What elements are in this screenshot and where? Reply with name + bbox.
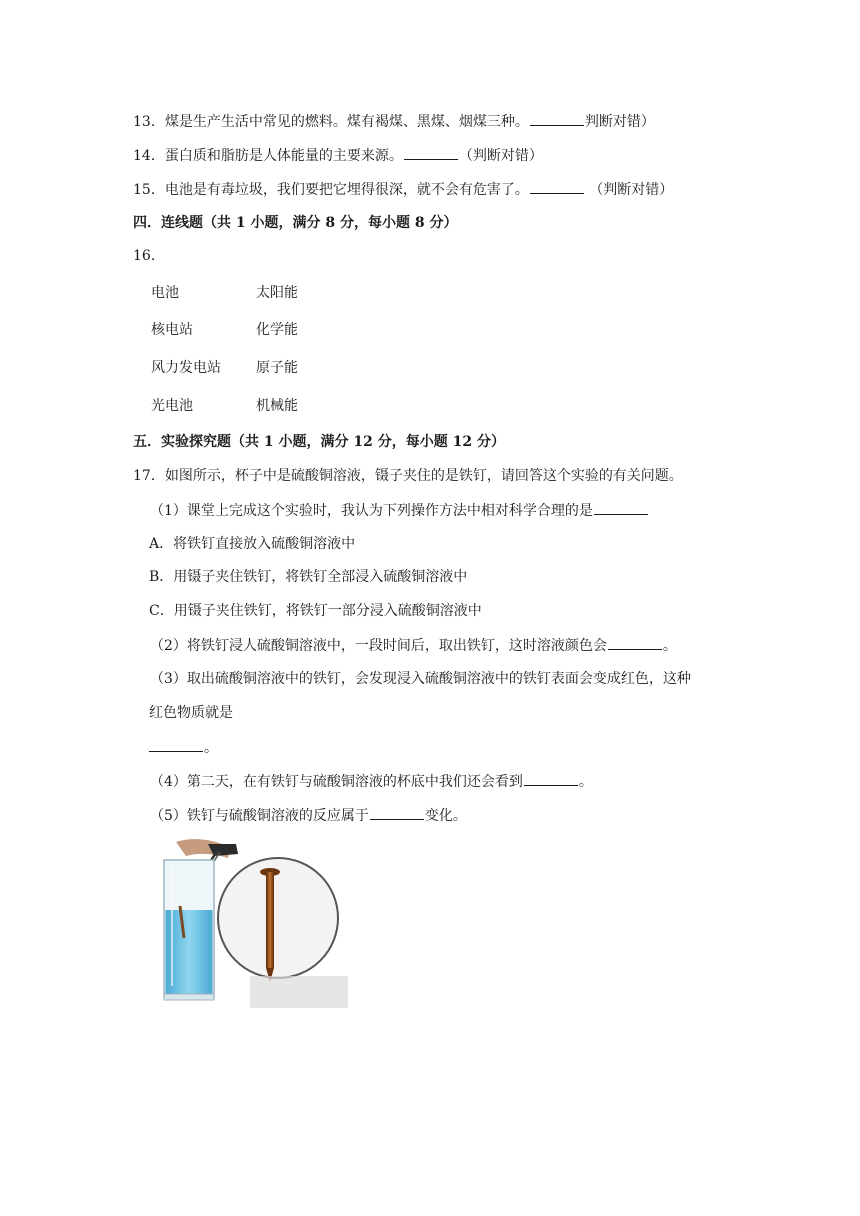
question-17-part-3-blank-line xyxy=(148,737,218,758)
answer-blank xyxy=(524,771,578,786)
answer-blank xyxy=(608,635,662,650)
match-right-item: 机械能 xyxy=(256,398,298,414)
match-left-item: 光电池 xyxy=(151,398,193,414)
question-14-text: 14．蛋白质和脂肪是人体能量的主要来源。 xyxy=(133,148,403,164)
match-left-item: 电池 xyxy=(151,285,179,301)
question-15-text: 15．电池是有毒垃圾，我们要把它埋得很深，就不会有危害了。 xyxy=(133,182,529,198)
question-17-part-4 xyxy=(150,771,593,792)
question-15-suffix: （判断对错） xyxy=(589,182,674,198)
option-a: A．将铁钉直接放入硫酸铜溶液中 xyxy=(149,536,356,552)
question-13 xyxy=(133,111,655,132)
section-5-title: 五．实验探究题（共 1 小题，满分 12 分，每小题 12 分） xyxy=(133,434,505,450)
part-4-suffix: 。 xyxy=(578,774,593,790)
option-b: B．用镊子夹住铁钉，将铁钉全部浸入硫酸铜溶液中 xyxy=(149,569,468,585)
match-right-item: 化学能 xyxy=(256,322,298,338)
part-3-suffix: 。 xyxy=(204,740,218,756)
question-13-text: 13．煤是生产生活中常见的燃料。煤有褐煤、黑煤、烟煤三种。 xyxy=(133,114,529,130)
match-left-item: 风力发电站 xyxy=(151,360,221,376)
part-5-text: （5）铁钉与硫酸铜溶液的反应属于 xyxy=(150,808,369,824)
question-14-suffix: （判断对错） xyxy=(458,148,543,164)
answer-blank xyxy=(404,145,458,160)
section-4-title: 四．连线题（共 1 小题，满分 8 分，每小题 8 分） xyxy=(133,215,458,231)
option-c: C．用镊子夹住铁钉，将铁钉一部分浸入硫酸铜溶液中 xyxy=(149,603,482,619)
question-17-part-3: （3）取出硫酸铜溶液中的铁钉，会发现浸入硫酸铜溶液中的铁钉表面会变成红色，这种 xyxy=(150,671,691,687)
question-17-part-3-cont: 红色物质就是 xyxy=(149,705,233,721)
question-15 xyxy=(133,179,673,200)
answer-blank xyxy=(370,805,424,820)
match-left-item: 核电站 xyxy=(151,322,193,338)
part-5-suffix: 变化。 xyxy=(424,808,467,824)
beaker-icon xyxy=(164,860,214,1000)
part-2-suffix: 。 xyxy=(662,638,677,654)
question-17-part-1 xyxy=(150,500,649,521)
question-17-part-5 xyxy=(150,805,467,826)
answer-blank xyxy=(530,179,584,194)
answer-blank xyxy=(594,500,648,515)
match-right-item: 太阳能 xyxy=(256,285,298,301)
answer-blank xyxy=(149,737,203,752)
part-2-text: （2）将铁钉浸人硫酸铜溶液中，一段时间后，取出铁钉，这时溶液颜色会 xyxy=(150,638,607,654)
question-17-stem: 17．如图所示，杯子中是硫酸铜溶液，镊子夹住的是铁钉，请回答这个实验的有关问题。 xyxy=(133,468,683,484)
match-right-item: 原子能 xyxy=(256,360,298,376)
experiment-figure xyxy=(158,836,348,1008)
question-17-part-2 xyxy=(150,635,677,656)
answer-blank xyxy=(530,111,584,126)
part-4-text: （4）第二天，在有铁钉与硫酸铜溶液的杯底中我们还会看到 xyxy=(150,774,523,790)
question-13-suffix: 判断对错） xyxy=(584,114,655,130)
part-1-text: （1）课堂上完成这个实验时，我认为下列操作方法中相对科学合理的是 xyxy=(150,503,593,519)
question-16-number: 16. xyxy=(133,248,156,264)
question-14 xyxy=(133,145,543,166)
